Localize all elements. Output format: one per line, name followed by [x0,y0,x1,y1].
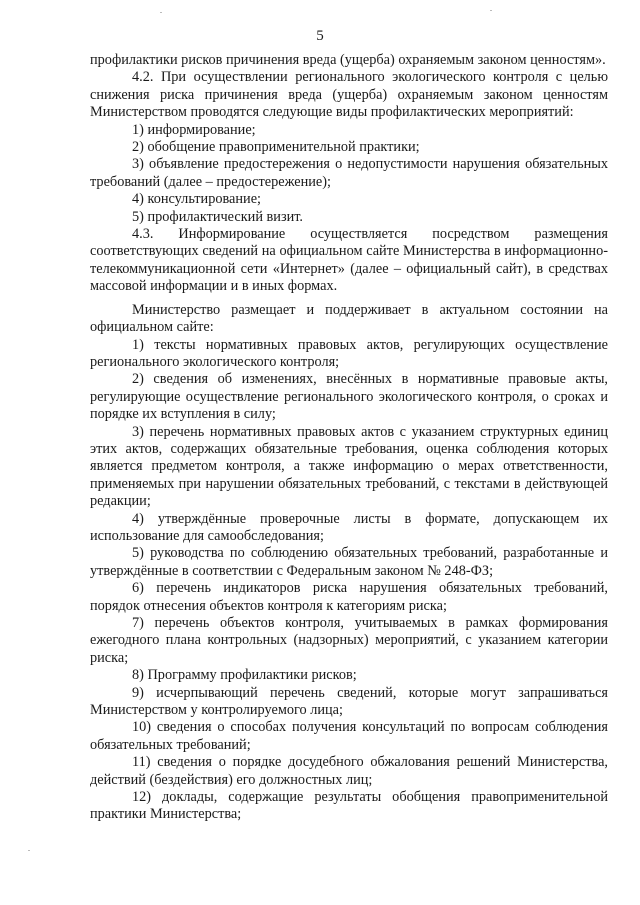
list-item: 4) утверждённые проверочные листы в формате, допускающем их использование для самообследования; [90,510,608,544]
list-item: 3) объявление предостережения о недопустимости нарушения обязательных требований (далее – предостережение); [90,156,608,190]
list-item: 2) обобщение правоприменительной практики; [132,139,420,156]
list-item: 7) перечень объектов контроля, учитываемых в рамках формирования ежегодного плана контрольных (надзорных) мероприятий, с указанием категории риска; [90,615,608,666]
list-item: 10) сведения о способах получения консультаций по вопросам соблюдения обязательных требований; [90,719,608,753]
paragraph-continuation: профилактики рисков причинения вреда (ущерба) охраняемым законом ценностям». [90,52,606,68]
paragraph: Министерство размещает и поддерживает в актуальном состоянии на официальном сайте: [90,301,608,336]
list-item: 5) руководства по соблюдению обязательных требований, разработанные и утверждённые в соответствии с Федеральным законом № 248-ФЗ; [90,545,608,579]
document-body [90,52,608,824]
list-item: 6) перечень индикаторов риска нарушения обязательных требований, порядок отнесения объектов контроля к категориям риска; [90,580,608,614]
list-item: 9) исчерпывающий перечень сведений, которые могут запрашиваться Министерством у контролируемого лица; [90,684,608,719]
list-item: 5) профилактический визит. [132,208,303,225]
list-item: 11) сведения о порядке досудебного обжалования решений Министерства, действий (бездействия) его должностных лиц; [90,754,608,788]
section-4-3: 4.3. Информирование осуществляется посредством размещения соответствующих сведений на официальном сайте Министерства в информационно-телекоммуникационной сети «Интернет» (далее – официальный сайт), в средствах массовой информации и в иных формах. [90,226,608,295]
list-item: 4) консультирование; [132,191,262,208]
scan-speck [490,10,492,11]
list-item: 12) доклады, содержащие результаты обобщения правоприменительной практики Министерства; [90,789,608,823]
list-item: 8) Программу профилактики рисков; [132,667,357,684]
page-number: 5 [316,28,324,44]
list-item: 2) сведения об изменениях, внесённых в нормативные правовые акты, регулирующие осуществление регионального экологического контроля, о сроках и порядке их вступления в силу; [90,371,608,423]
scan-speck [160,12,162,13]
list-item: 1) тексты нормативных правовых актов, регулирующих осуществление регионального экологического контроля; [90,336,608,370]
list-item: 1) информирование; [132,121,256,138]
list-item: 3) перечень нормативных правовых актов с указанием структурных единиц этих актов, содержащих обязательные требования, оценка соблюдения которых является предметом контроля, а также информацию о мерах ответственности, применяемых при нарушении обязательных требований, с текстами в действующей редакции; [90,423,608,510]
scan-speck [28,850,30,851]
section-4-2: 4.2. При осуществлении регионального экологического контроля с целью снижения риска причинения вреда (ущерба) охраняемым законом ценностям Министерством проводятся следующие виды профилактических мероприятий: [90,69,608,121]
